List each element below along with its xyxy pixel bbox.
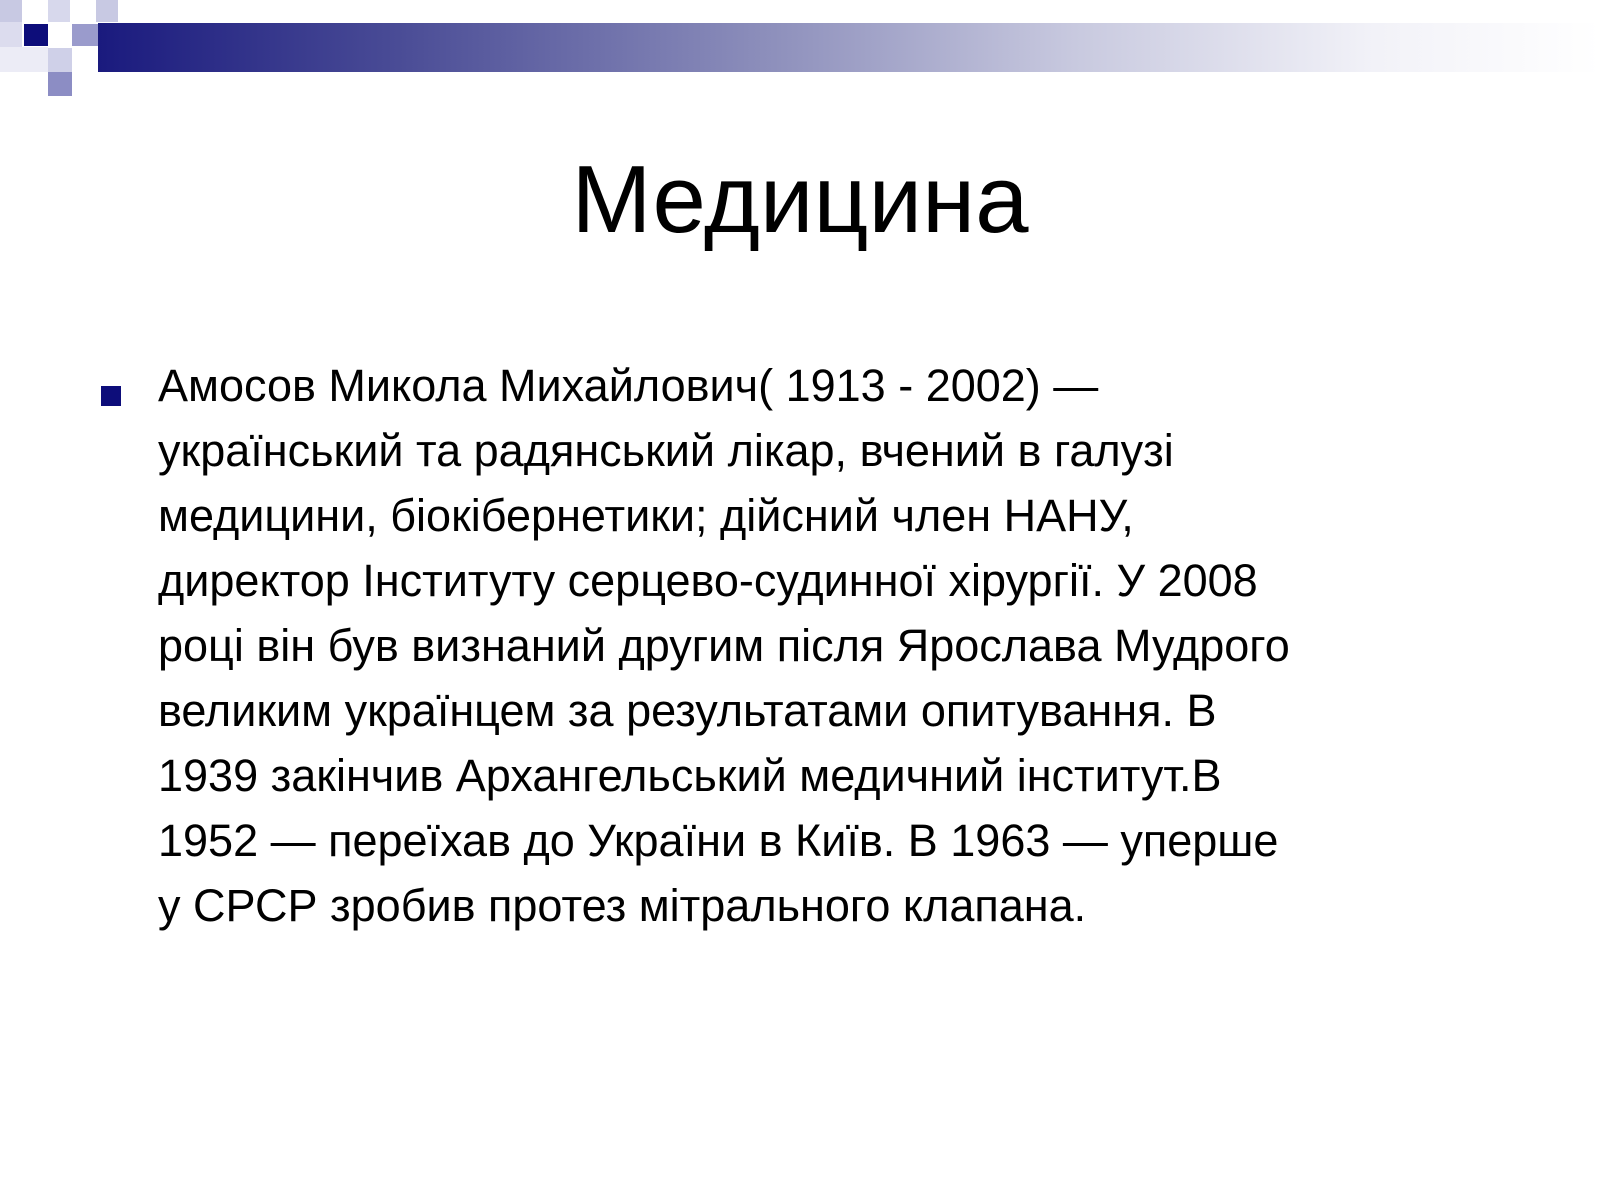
decor-square: [0, 47, 48, 72]
decor-square: [24, 24, 48, 46]
square-bullet-icon: [101, 386, 121, 406]
bullet-text-line: 1939 закінчив Архангельський медичний інститут.В: [158, 750, 1222, 801]
bullet-text-line: році він був визнаний другим після Ярослава Мудрого: [158, 620, 1290, 671]
decor-square: [72, 24, 98, 46]
decor-square: [0, 0, 22, 22]
bullet-text: [158, 353, 1578, 938]
slide-title: Медицина: [571, 146, 1029, 253]
decor-square: [0, 22, 22, 47]
bullet-text-line: український та радянський лікар, вчений в галузі: [158, 425, 1174, 476]
decor-square: [48, 0, 70, 22]
bullet-text-line: у СРСР зробив протез мітрального клапана.: [158, 880, 1087, 931]
bullet-text-line: великим українцем за результатами опитування. В: [158, 685, 1217, 736]
bullet-text-line: Амосов Микола Михайлович( 1913 - 2002) —: [158, 360, 1099, 411]
decor-square: [48, 22, 72, 47]
decor-square: [48, 48, 72, 72]
decor-square: [96, 0, 118, 22]
decor-square: [48, 72, 72, 96]
bullet-text-line: 1952 — переїхав до України в Київ. В 1963 — уперше: [158, 815, 1279, 866]
header-gradient-band: [98, 23, 1600, 72]
bullet-text-line: директор Інституту серцево-судинної хірургії. У 2008: [158, 555, 1258, 606]
bullet-text-line: медицини, біокібернетики; дійсний член НАНУ,: [158, 490, 1134, 541]
